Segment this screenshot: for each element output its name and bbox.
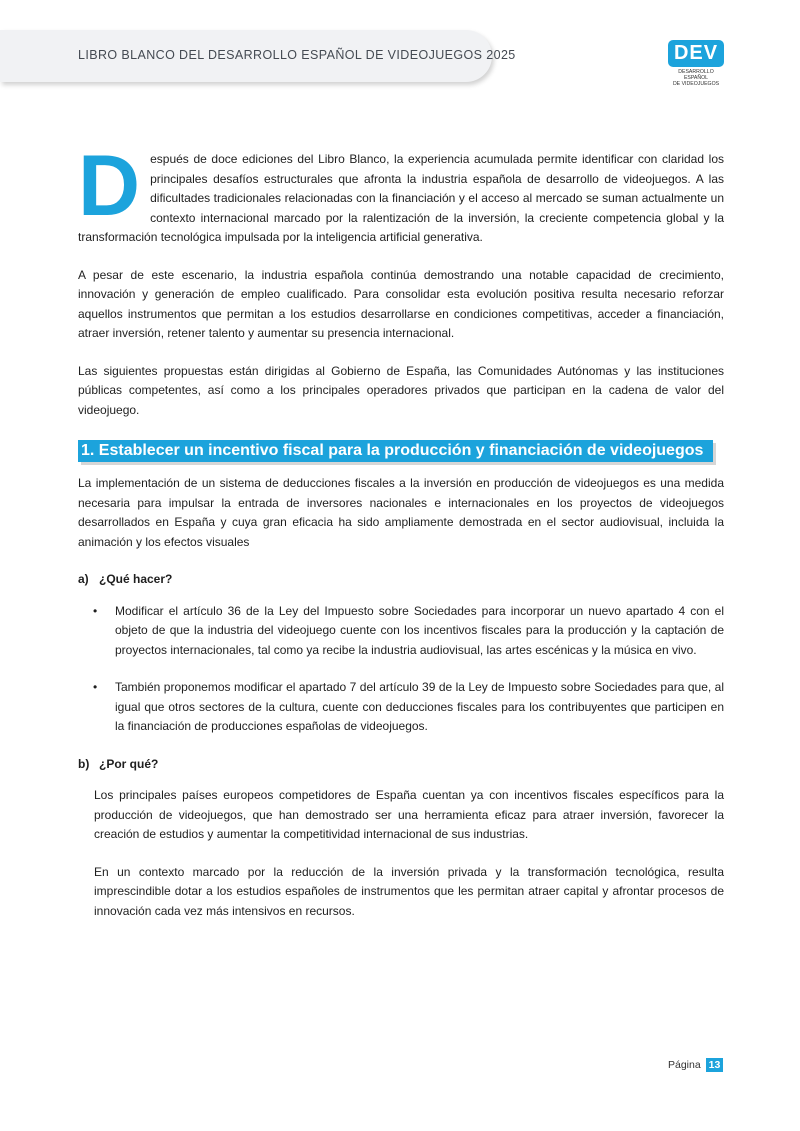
document-title: LIBRO BLANCO DEL DESARROLLO ESPAÑOL DE VIDEOJUEGOS 2025 xyxy=(78,48,516,62)
list-item: • Modificar el artículo 36 de la Ley del Impuesto sobre Sociedades para incorporar un nuevo apartado 4 con el objeto de que la industria del videojuego cuente con los incentivos fiscales para la producción y la captación de proyectos internacionales, tal como ya recibe la industria audiovisual, las artes escénicas y la música en vivo. xyxy=(78,602,724,661)
logo-subtitle: DESARROLLO ESPAÑOL DE VIDEOJUEGOS xyxy=(672,69,720,87)
intro-paragraph-2: A pesar de este escenario, la industria española continúa demostrando una notable capacidad de crecimiento, innovación y generación de empleo cualificado. Para consolidar esta evolución positiva resulta necesario reforzar aquellos instrumentos que permitan a los estudios desarrollarse en condiciones competitivas, acceder a financiación, atraer inversión, retener talento y aumentar su presencia internacional. xyxy=(78,267,724,340)
dev-logo xyxy=(666,40,726,87)
reason-paragraph-2: En un contexto marcado por la reducción de la inversión privada y la transformación tecnológica, resulta imprescindible dotar a los estudios españoles de instrumentos que les permitan atraer capital y afrontar procesos de innovación cada vez más intensivos en recursos. xyxy=(94,864,724,918)
page-label: Página xyxy=(668,1059,701,1071)
intro-paragraph-3: Las siguientes propuestas están dirigidas al Gobierno de España, las Comunidades Autónomas y las instituciones públicas competentes, así como a los principales operadores privados que participan en la cadena de valor del videojuego. xyxy=(78,363,724,417)
logo-mark: DEV xyxy=(668,40,724,67)
list-item: • También proponemos modificar el apartado 7 del artículo 39 de la Ley de Impuesto sobre Sociedades para que, al igual que otros sectores de la cultura, cuente con deducciones fiscales para los contribuyentes que participen en la financiación de producciones españolas de videojuegos. xyxy=(78,678,724,737)
page-footer xyxy=(668,1058,723,1072)
intro-paragraph-1: Después de doce ediciones del Libro Blanco, la experiencia acumulada permite identificar con claridad los principales desafíos estructurales que afronta la industria española de desarrollo de videojuegos. A las dificultades tradicionales relacionadas con la financiación y el acceso al mercado se suman actualmente un contexto internacional marcado por la ralentización de la inversión, la creciente competencia global y la transformación tecnológica impulsada por la inteligencia artificial generativa. xyxy=(78,138,724,244)
drop-cap: D xyxy=(78,138,141,234)
subheading-b: b) ¿Por qué? xyxy=(78,756,159,771)
page-content xyxy=(78,138,724,939)
section-intro: La implementación de un sistema de deducciones fiscales a la inversión en producción de videojuegos es una medida necesaria para impulsar la entrada de inversores nacionales e internacionales en los proyectos de videojuegos desarrollados en España y cuya gran eficacia ha sido ampliamente demostrada en el sector audiovisual, incluida la animación y los efectos visuales xyxy=(78,476,724,549)
subheading-a: a) ¿Qué hacer? xyxy=(78,572,173,586)
section-heading: 1. Establecer un incentivo fiscal para la producción y financiación de videojuegos xyxy=(78,440,713,462)
proposal-list xyxy=(78,602,724,737)
page-number: 13 xyxy=(706,1058,724,1072)
reason-paragraph-1: Los principales países europeos competidores de España cuentan ya con incentivos fiscales específicos para la producción de videojuegos, que han demostrado ser una herramienta eficaz para atraer inversión, favorecer la creación de estudios y aumentar la competitividad internacional de sus industrias. xyxy=(94,788,724,841)
